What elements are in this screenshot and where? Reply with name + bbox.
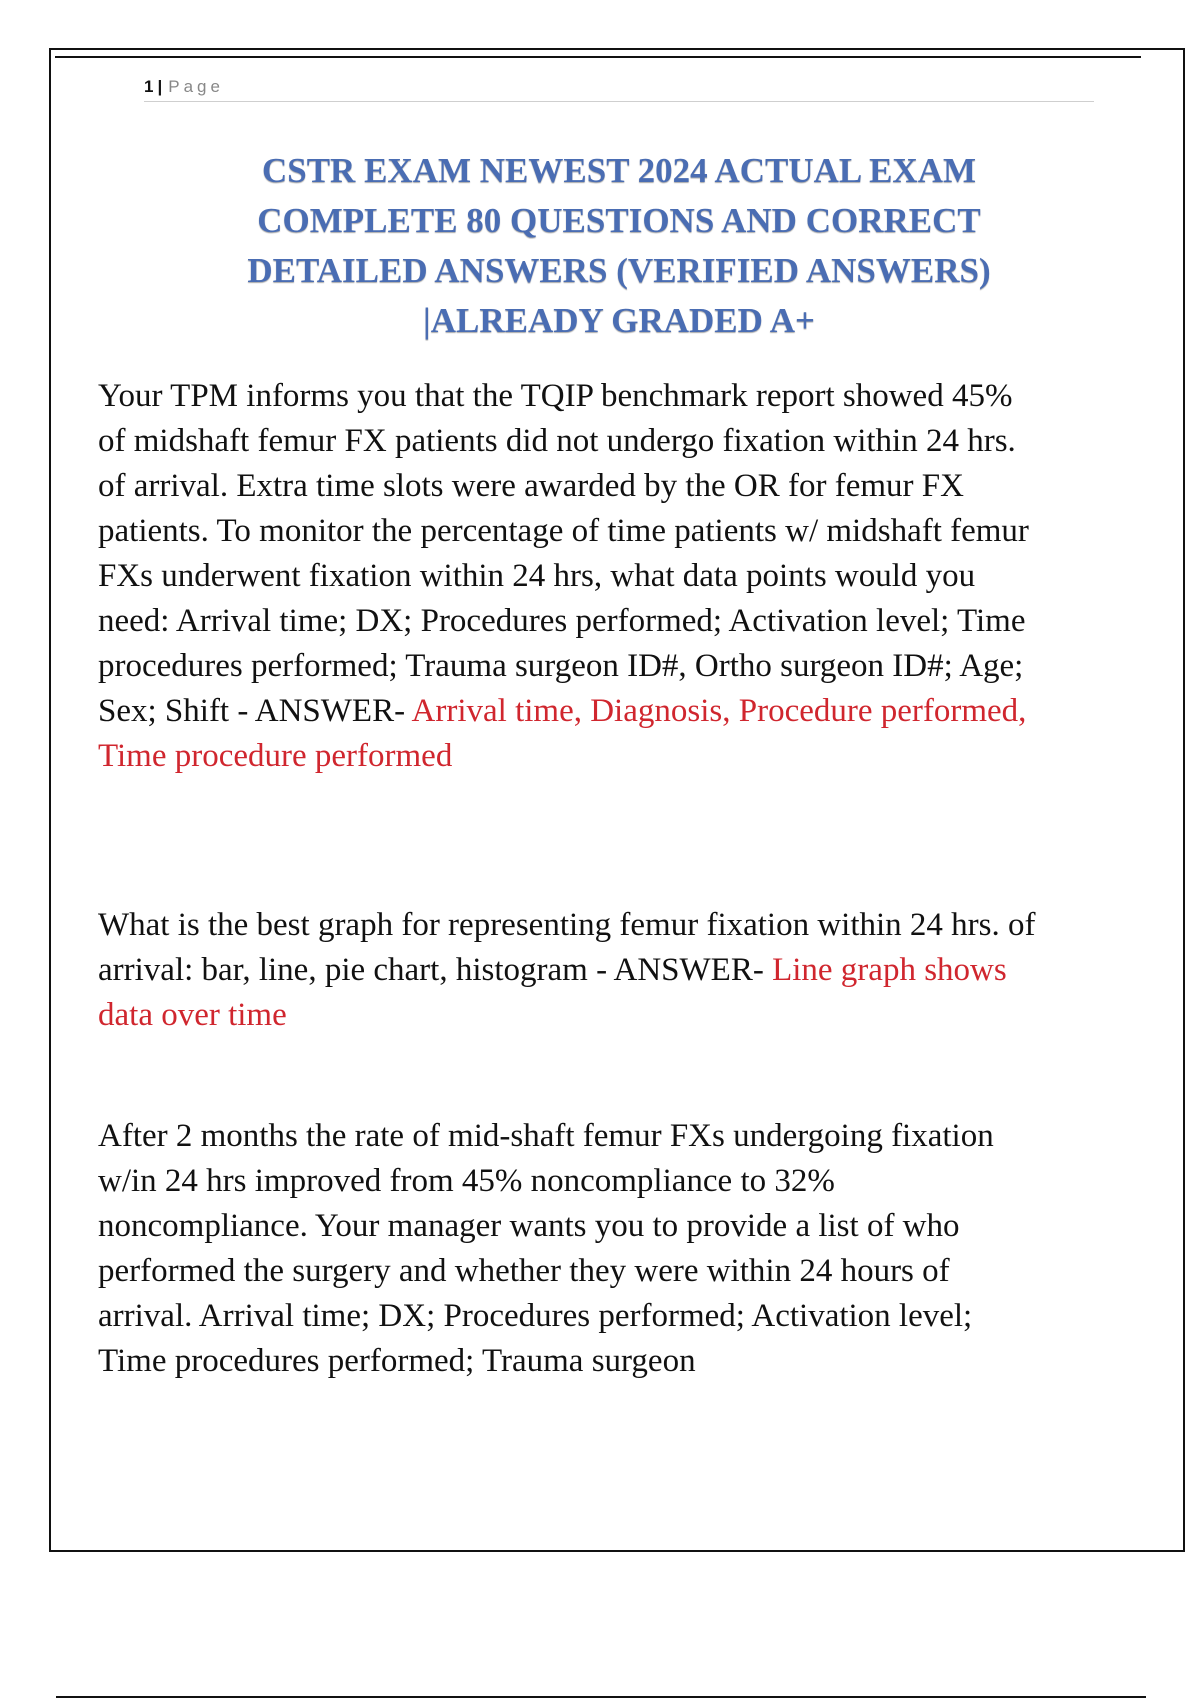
- question-text: After 2 months the rate of mid-shaft femur FXs undergoing fixation w/in 24 hrs improved from 45% noncompliance to 32% noncompliance. Your manager wants you to provide a list of who performed the surgery and whether they were within 24 hours of arrival. Arrival time; DX; Procedures performed; Activation level; Time procedures performed; Trauma surgeon: [98, 1118, 994, 1379]
- document-title: [144, 146, 1094, 346]
- page-header: [144, 75, 1094, 102]
- question-block-1: [98, 374, 1048, 779]
- page-separator: |: [157, 77, 163, 96]
- title-line: COMPLETE 80 QUESTIONS AND CORRECT: [257, 201, 981, 240]
- title-line: DETAILED ANSWERS (VERIFIED ANSWERS): [247, 251, 991, 290]
- question-text: What is the best graph for representing femur fixation within 24 hrs. of arrival: bar, line, pie chart, histogram - ANSWER-: [98, 907, 1036, 988]
- title-line: CSTR EXAM NEWEST 2024 ACTUAL EXAM: [261, 151, 977, 190]
- answer-text: Line graph shows data over time: [98, 952, 1007, 1033]
- question-block-2: [98, 903, 1048, 1038]
- bottom-rule: [56, 1696, 1146, 1698]
- page-number: 1: [144, 77, 154, 96]
- answer-text: Arrival time, Diagnosis, Procedure performed, Time procedure performed: [98, 693, 1027, 774]
- question-text: Your TPM informs you that the TQIP benchmark report showed 45% of midshaft femur FX patients did not undergo fixation within 24 hrs. of arrival. Extra time slots were awarded by the OR for femur FX patients. To monitor the percentage of time patients w/ midshaft femur FXs underwent fixation within 24 hrs, what data points would you need: Arrival time; DX; Procedures performed; Activation level; Time procedures performed; Trauma surgeon ID#, Ortho surgeon ID#; Age; Sex; Shift - ANSWER-: [98, 378, 1029, 729]
- top-rule: [55, 56, 1141, 58]
- page-label: Page: [168, 77, 224, 96]
- title-line: |ALREADY GRADED A+: [423, 301, 815, 340]
- question-block-3: [98, 1114, 1048, 1384]
